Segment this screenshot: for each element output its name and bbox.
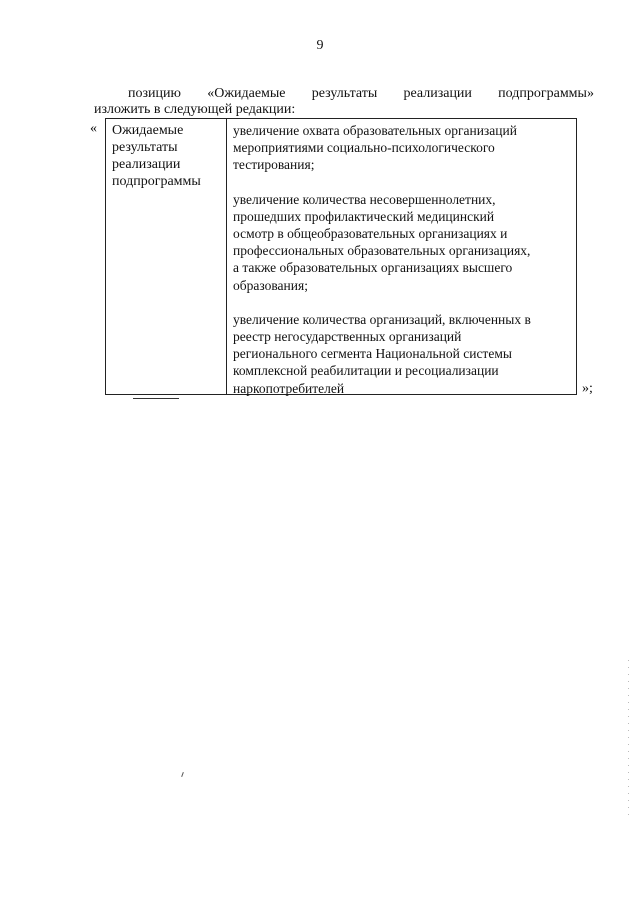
- paragraph-line: образования;: [233, 277, 308, 293]
- result-paragraph-1: [233, 122, 578, 174]
- paragraph-line: регионального сегмента Национальной системы: [233, 346, 512, 362]
- left-cell-line: подпрограммы: [112, 174, 201, 189]
- scan-edge-dots: [628, 660, 629, 820]
- left-cell-line: Ожидаемые: [112, 123, 184, 138]
- intro-word: позицию: [128, 86, 181, 101]
- paragraph-line: тестирования;: [233, 157, 315, 173]
- paragraph-line: увеличение количества несовершеннолетних,: [233, 191, 496, 207]
- paragraph-line: реестр негосударственных организаций: [233, 329, 462, 345]
- intro-word: реализации: [403, 86, 472, 101]
- open-quote: «: [90, 121, 97, 136]
- left-cell-line: результаты: [112, 140, 178, 155]
- result-paragraph-2: [233, 191, 578, 294]
- intro-word: результаты: [311, 86, 378, 101]
- table-column-divider: [226, 119, 227, 394]
- table-left-cell: [112, 122, 222, 190]
- paragraph-line: мероприятиями социально-психологического: [233, 140, 495, 156]
- table-right-cell: [233, 122, 578, 397]
- amendment-table: [105, 118, 577, 395]
- left-cell-line: реализации: [112, 157, 181, 172]
- paragraph-line: увеличение количества организаций, включенных в: [233, 311, 531, 327]
- close-quote: »;: [582, 381, 593, 396]
- scan-mark: [181, 772, 184, 777]
- result-paragraph-3: [233, 311, 578, 397]
- intro-text-line-1: [128, 86, 594, 102]
- paragraph-line: комплексной реабилитации и ресоциализации: [233, 363, 499, 379]
- intro-word: подпрограммы»: [498, 86, 594, 101]
- paragraph-line: наркопотребителей: [233, 380, 345, 396]
- paragraph-line: осмотр в общеобразовательных организациях и: [233, 226, 508, 242]
- paragraph-line: прошедших профилактический медицинский: [233, 208, 495, 224]
- intro-word: «Ожидаемые: [207, 86, 286, 101]
- bottom-rule-line: [133, 398, 179, 399]
- page-number: 9: [316, 38, 324, 53]
- paragraph-line: а также образовательных организациях высшего: [233, 260, 513, 276]
- paragraph-line: увеличение охвата образовательных организаций: [233, 123, 517, 138]
- paragraph-line: профессиональных образовательных организациях,: [233, 243, 531, 259]
- intro-text-line-2: изложить в следующей редакции:: [94, 102, 296, 117]
